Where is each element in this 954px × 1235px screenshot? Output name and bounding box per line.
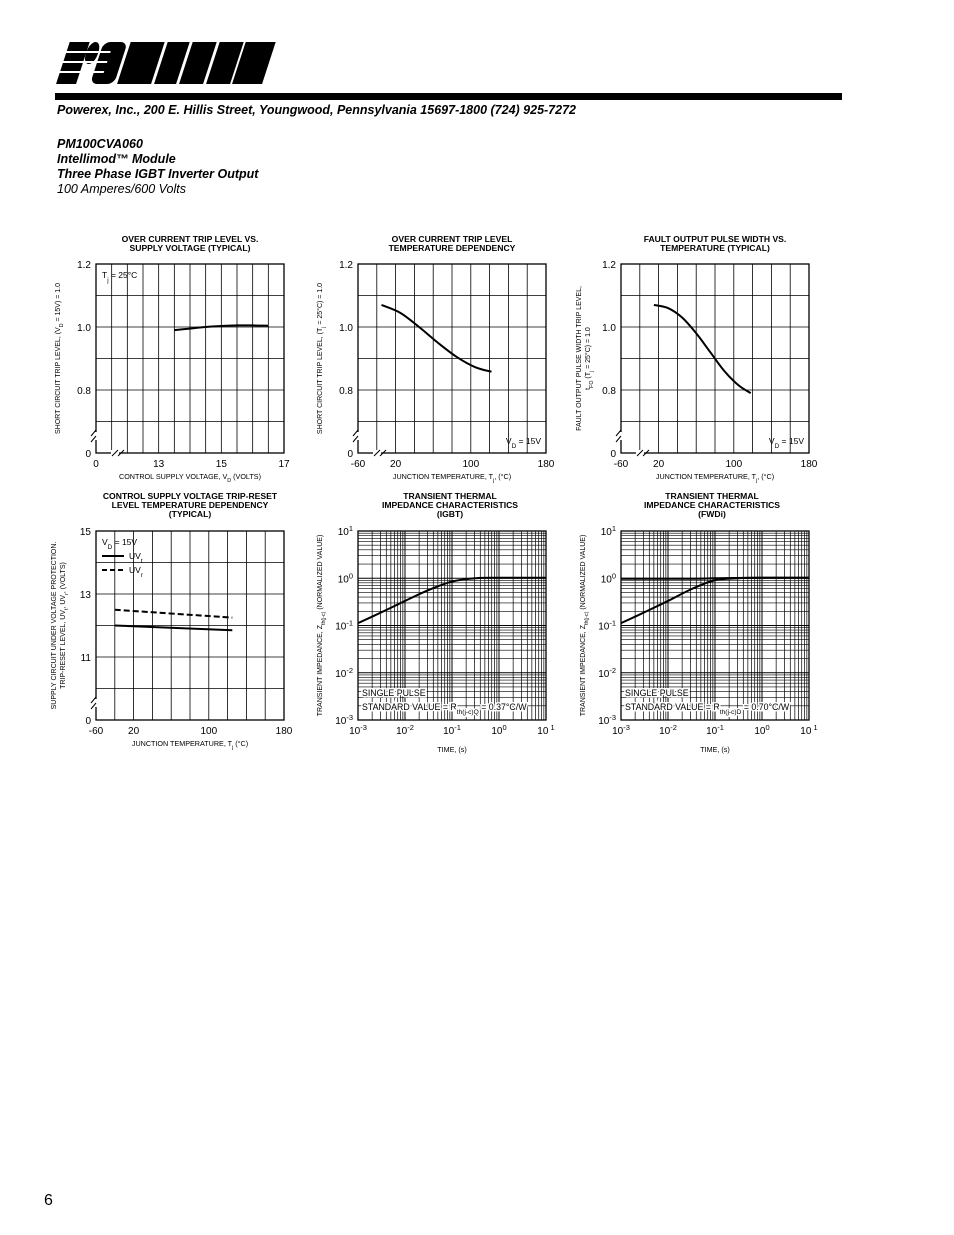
chart-annotation: $V_D = 15V$ [768,436,804,450]
chart-annotation: $V_D = 15V$ [102,537,138,551]
product-rating: 100 Amperes/600 Volts [57,182,187,196]
y-tick-label: $10^0$ [337,570,353,586]
y-tick-label: 1.0 [602,323,616,334]
x-tick-label: 17 [278,459,290,470]
chart-annotation: $T_j = 25^\circ C$ [102,270,138,284]
chart-note: STANDARD VALUE = $R_{th(j-c)D} = 0.70^\circ C/W$ [625,702,790,716]
x-tick-label: -60 [613,459,629,470]
y-tick-label: 15 [79,527,91,538]
y-tick-label: $10^{-1}$ [335,618,353,633]
x-tick-label: $10^0$ [754,722,770,737]
product-family: Intellimod™ Module [57,152,176,166]
y-tick-label: 1.2 [77,260,91,271]
y-axis-label: $t_{FO}$ $(T_j = 25^\circ C) = 1.0$ [585,327,595,390]
page-number: 6 [44,1192,53,1209]
y-axis-label: SHORT CIRCUIT TRIP LEVEL, $(T_j = 25^\circ C) = 1.0$ [317,282,327,435]
chart-title: TRANSIENT THERMAL IMPEDANCE CHARACTERISTICS (FWDi) [643,491,781,519]
series-line [621,578,809,579]
y-tick-label: 0 [610,449,616,460]
y-tick-label: 0 [347,449,353,460]
x-tick-label: -60 [88,726,104,737]
x-tick-label: $10^{-3}$ [612,722,630,737]
chart-title: FAULT OUTPUT PULSE WIDTH VS. TEMPERATURE (TYPICAL) [643,234,787,253]
y-tick-label: 1.2 [602,260,616,271]
chart-c2 [298,256,556,495]
y-tick-label: $10^{-2}$ [335,665,353,680]
y-tick-label: 0.8 [77,386,91,397]
x-tick-label: 180 [537,459,555,470]
x-axis-label: TIME, (s) [437,745,467,754]
chart-title: OVER CURRENT TRIP LEVEL TEMPERATURE DEPENDENCY [388,234,516,253]
chart-c3 [561,256,819,495]
y-tick-label: $10^{-2}$ [598,665,616,680]
x-tick-label: $10^0$ [491,722,507,737]
y-tick-label: 1.0 [77,323,91,334]
x-tick-label: 15 [215,459,227,470]
x-tick-label: 100 [725,459,743,470]
y-tick-label: 1.0 [339,323,353,334]
chart-annotation: $V_D = 15V$ [505,436,541,450]
x-tick-label: 0 [93,459,99,470]
x-tick-label: $10^{-2}$ [396,722,414,737]
y-axis-label: TRANSIENT IMPEDANCE, $Z_{th(j-c)}$ (NORMALIZED VALUE) [580,534,590,717]
chart-note: STANDARD VALUE = $R_{th(j-c)Q} = 0.37^\circ C/W$ [362,702,527,716]
product-title-block [57,137,258,197]
y-tick-label: 0.8 [602,386,616,397]
x-tick-label: 100 [200,726,218,737]
x-axis-label: JUNCTION TEMPERATURE, $T_j$, (°C) [655,472,775,484]
x-tick-label: $10^{-1}$ [443,722,461,737]
series-line [115,610,233,618]
chart-title: CONTROL SUPPLY VOLTAGE TRIP-RESET LEVEL TEMPERATURE DEPENDENCY (TYPICAL) [102,491,278,519]
y-axis-label: FAULT OUTPUT PULSE WIDTH TRIP LEVEL, [576,286,583,431]
x-tick-label: 100 [462,459,480,470]
x-tick-label: 10 $^1$ [537,722,555,737]
y-tick-label: 0 [85,449,91,460]
chart-c5 [298,523,556,762]
y-axis-label: TRANSIENT IMPEDANCE, $Z_{th(j-c)}$ (NORMALIZED VALUE) [317,534,327,717]
x-tick-label: 10 $^1$ [800,722,818,737]
x-tick-label: 20 [128,726,140,737]
x-axis-label: CONTROL SUPPLY VOLTAGE, $V_D$ (VOLTS) [119,472,261,484]
x-tick-label: 13 [153,459,165,470]
chart-c6 [561,523,819,762]
x-tick-label: $10^{-2}$ [659,722,677,737]
chart-c1 [36,256,294,495]
grid [358,264,546,453]
product-description: Three Phase IGBT Inverter Output [57,167,259,181]
series-line [382,305,492,372]
chart-note: SINGLE PULSE [362,688,426,698]
y-tick-label: $10^{-3}$ [335,712,353,727]
powerex-logo [55,38,290,88]
y-axis-label: SUPPLY CIRCUIT UNDER VOLTAGE PROTECTION. [51,541,58,710]
series-line [115,626,233,631]
company-address: Powerex, Inc., 200 E. Hillis Street, Youngwood, Pennsylvania 15697-1800 (724) 925-7272 [57,103,576,117]
chart-c4 [36,523,294,762]
x-tick-label: 180 [275,726,293,737]
part-number: PM100CVA060 [57,137,143,151]
x-tick-label: 20 [653,459,665,470]
y-tick-label: 1.2 [339,260,353,271]
x-tick-label: 180 [800,459,818,470]
x-axis-label: TIME, (s) [700,745,730,754]
chart-title: OVER CURRENT TRIP LEVEL VS. SUPPLY VOLTAGE (TYPICAL) [121,234,259,253]
x-tick-label: $10^{-1}$ [706,722,724,737]
x-axis-label: JUNCTION TEMPERATURE, $T_j$, (°C) [392,472,512,484]
legend-entry: $UV_r$ [129,565,143,579]
series-line [654,305,751,393]
y-tick-label: $10^{-1}$ [598,618,616,633]
y-tick-label: 13 [79,590,91,601]
grid [96,264,284,453]
chart-note: SINGLE PULSE [625,688,689,698]
y-tick-label: $10^0$ [600,570,616,586]
x-axis-label: JUNCTION TEMPERATURE, $T_j$ (°C) [131,739,249,751]
y-tick-label: $10^{-3}$ [598,712,616,727]
y-tick-label: 0 [85,716,91,727]
y-tick-label: $10^1$ [337,523,353,538]
y-tick-label: 11 [80,653,91,664]
chart-title: TRANSIENT THERMAL IMPEDANCE CHARACTERISTICS (IGBT) [381,491,519,519]
y-axis-label: TRIP-RESET LEVEL, $UV_t$, $UV_r$, (VOLTS) [60,562,70,689]
legend-entry: $UV_t$ [129,551,143,565]
y-tick-label: 0.8 [339,386,353,397]
header-rule [55,93,842,100]
x-tick-label: $10^{-3}$ [349,722,367,737]
y-axis-label: SHORT CIRCUIT TRIP LEVEL, $(V_D = 15V) = 1.0$ [55,283,65,434]
x-tick-label: 20 [390,459,402,470]
x-tick-label: -60 [350,459,366,470]
y-tick-label: $10^1$ [600,523,616,538]
